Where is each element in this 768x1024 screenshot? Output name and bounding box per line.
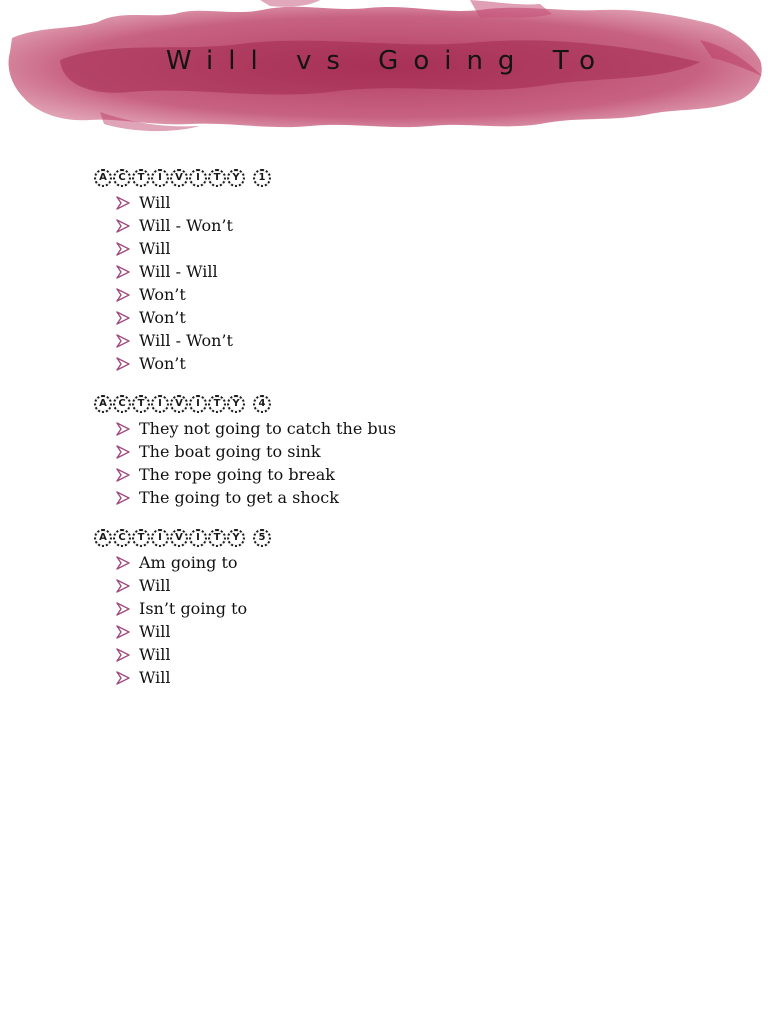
answer-text: Am going to [139,553,238,572]
activity-heading [94,392,694,416]
answer-text: Will [139,193,171,212]
answer-text: Isn’t going to [139,599,248,618]
heading-letter: I [189,529,207,547]
list-item [94,643,694,666]
heading-letter: T [132,395,150,413]
activity-heading [94,526,694,550]
list-item [94,214,694,237]
heading-letter: T [208,529,226,547]
heading-letter: I [189,169,207,187]
answer-text: They not going to catch the bus [139,419,397,438]
answer-text: The boat going to sink [139,442,321,461]
heading-letter: A [94,395,112,413]
answer-text: Will - Won’t [139,216,233,235]
arrowhead-bullet-icon [116,468,130,482]
list-item [94,597,694,620]
heading-letter: T [132,529,150,547]
arrowhead-bullet-icon [116,491,130,505]
arrowhead-bullet-icon [116,196,130,210]
heading-letter: I [151,169,169,187]
heading-letter: I [189,395,207,413]
list-item [94,329,694,352]
document-title: Will vs Going To [165,46,611,76]
heading-letter: Y [227,169,245,187]
arrowhead-bullet-icon [116,242,130,256]
activity-section [94,166,694,375]
answer-text: The rope going to break [139,465,335,484]
list-item [94,666,694,689]
arrowhead-bullet-icon [116,219,130,233]
heading-letter [246,529,252,547]
list-item [94,463,694,486]
arrowhead-bullet-icon [116,671,130,685]
heading-letter [246,395,252,413]
heading-letter: I [151,395,169,413]
heading-letter: T [208,395,226,413]
list-item [94,417,694,440]
list-item [94,191,694,214]
answer-text: Won’t [139,285,186,304]
arrowhead-bullet-icon [116,357,130,371]
heading-letter: T [132,169,150,187]
list-item [94,237,694,260]
answer-sheet [94,166,694,706]
answer-text: Won’t [139,308,186,327]
list-item [94,440,694,463]
answer-text: Will [139,645,171,664]
heading-letter: A [94,169,112,187]
answer-text: Will [139,668,171,687]
list-item [94,260,694,283]
answer-text: Will [139,622,171,641]
activity-section [94,526,694,689]
answer-list [94,551,694,689]
arrowhead-bullet-icon [116,445,130,459]
heading-letter: 1 [253,169,271,187]
answer-text: Will [139,576,171,595]
arrowhead-bullet-icon [116,579,130,593]
arrowhead-bullet-icon [116,288,130,302]
list-item [94,283,694,306]
list-item [94,486,694,509]
arrowhead-bullet-icon [116,648,130,662]
arrowhead-bullet-icon [116,625,130,639]
arrowhead-bullet-icon [116,265,130,279]
heading-letter: V [170,529,188,547]
list-item [94,306,694,329]
heading-letter [246,169,252,187]
answer-text: Won’t [139,354,186,373]
answer-text: Will [139,239,171,258]
list-item [94,620,694,643]
answer-list [94,191,694,375]
heading-letter: V [170,395,188,413]
heading-letter: Y [227,529,245,547]
answer-text: The going to get a shock [139,488,339,507]
activity-heading [94,166,694,190]
answer-list [94,417,694,509]
heading-letter: A [94,529,112,547]
arrowhead-bullet-icon [116,556,130,570]
heading-letter: C [113,395,131,413]
arrowhead-bullet-icon [116,422,130,436]
activity-section [94,392,694,509]
heading-letter: V [170,169,188,187]
list-item [94,551,694,574]
answer-text: Will - Will [139,262,218,281]
list-item [94,352,694,375]
heading-letter: Y [227,395,245,413]
arrowhead-bullet-icon [116,334,130,348]
heading-letter: 4 [253,395,271,413]
heading-letter: 5 [253,529,271,547]
heading-letter: C [113,169,131,187]
arrowhead-bullet-icon [116,311,130,325]
heading-letter: C [113,529,131,547]
heading-letter: I [151,529,169,547]
heading-letter: T [208,169,226,187]
arrowhead-bullet-icon [116,602,130,616]
list-item [94,574,694,597]
answer-text: Will - Won’t [139,331,233,350]
